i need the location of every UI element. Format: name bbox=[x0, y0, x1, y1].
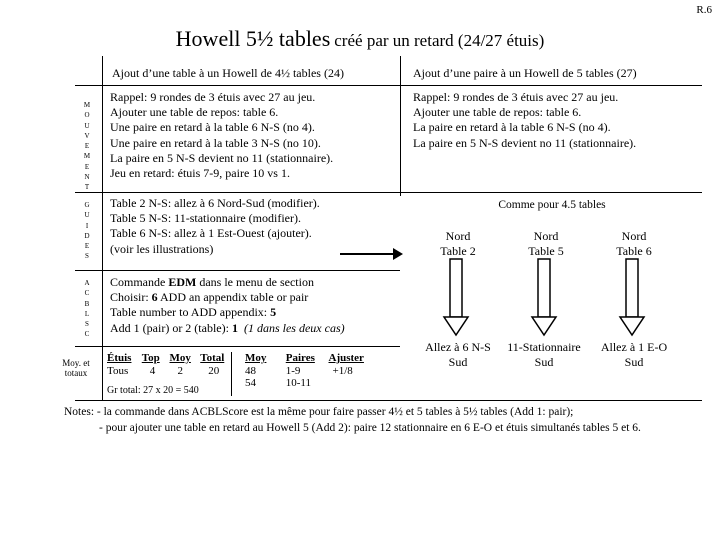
title-main: Howell 5½ tables bbox=[175, 26, 331, 51]
acblscore-text: Commande EDM dans le menu de section Choisir: 6 ADD an appendix table or pair Table number to ADD appendix: 5 Add 1 (pair) or 2 (table): 1 (1 dans les deux cas) bbox=[110, 275, 345, 335]
guides-left-text: Table 2 N-S: allez à 6 Nord-Sud (modifier). Table 5 N-S: 11-stationnaire (modifier). Table 6 N-S: allez à 1 Est-Ouest (ajouter). (voir les illustrations) bbox=[110, 196, 320, 256]
table-2-action: Allez à 6 N-S Sud bbox=[425, 340, 491, 369]
row-label-guides: G U I D E S bbox=[84, 201, 90, 261]
notes-line-1: Notes: - la commande dans ACBLScore est la même pour faire passer 4½ et 5 tables à 5½ tables (Add 1: pair); bbox=[64, 406, 574, 418]
page-number: R.6 bbox=[696, 4, 712, 16]
row-label-acblscore: A C B L S C bbox=[84, 279, 90, 339]
header-left: Ajout d’une table à un Howell de 4½ tables (24) bbox=[112, 66, 344, 80]
mouvement-right-text: Rappel: 9 rondes de 3 étuis avec 27 au jeu. Ajouter une table de repos: table 6. La paire en retard à la table 6 N-S (no 4). La paire en 5 N-S devient no 11 (stationnaire). bbox=[413, 90, 637, 150]
row-label-moyennes: Moy. et totaux bbox=[62, 358, 90, 378]
header-right: Ajout d’une paire à un Howell de 5 tables (27) bbox=[413, 66, 637, 80]
table-6-label: Nord Table 6 bbox=[616, 229, 652, 258]
arrow-to-illustrations bbox=[340, 253, 395, 255]
table-6-arrow-icon bbox=[620, 259, 644, 335]
title-sub: créé par un retard (24/27 étuis) bbox=[334, 31, 545, 50]
grid-line-under-headers bbox=[75, 85, 702, 86]
guides-right-heading: Comme pour 4.5 tables bbox=[498, 199, 606, 211]
table-5-label: Nord Table 5 bbox=[528, 229, 564, 258]
grid-vertical-left bbox=[102, 56, 103, 400]
table-6-action: Allez à 1 E-O Sud bbox=[600, 340, 668, 369]
table-5-arrow-icon bbox=[532, 259, 556, 335]
averages-separator bbox=[231, 352, 232, 396]
grid-line-bottom bbox=[75, 400, 702, 401]
notes-line-2: - pour ajouter une table en retard au Howell 5 (Add 2): paire 12 stationnaire en 6 E-O et étuis simultanés tables 5 et 6. bbox=[99, 422, 641, 434]
averages-table: Étuis Top Moy Total Tous 4 2 20 Gr total: 27 x 20 = 540 bbox=[107, 352, 225, 396]
grand-total: Gr total: 27 x 20 = 540 bbox=[107, 385, 199, 396]
adjust-table: Moy Paires Ajuster 48 1-9 +1/8 54 10-11 bbox=[245, 352, 364, 389]
grid-line-under-guides bbox=[75, 270, 400, 271]
mouvement-left-text: Rappel: 9 rondes de 3 étuis avec 27 au jeu. Ajouter une table de repos: table 6. Une paire en retard à la table 6 N-S (no 4). Une paire en retard à la table 3 N-S (no 10). La paire en 5 N-S devient no 11 (stationnaire). Jeu en retard: étuis 7-9, paire 10 vs 1. bbox=[110, 90, 334, 181]
page-title bbox=[0, 26, 720, 52]
table-5-action: 11-Stationnaire Sud bbox=[507, 340, 581, 369]
table-2-arrow-icon bbox=[444, 259, 468, 335]
grid-line-under-acblscore bbox=[75, 346, 400, 347]
grid-vertical-center bbox=[400, 56, 401, 196]
row-label-mouvement: M O U V E M E N T bbox=[83, 101, 91, 192]
table-2-label: Nord Table 2 bbox=[440, 229, 476, 258]
grid-line-under-mouvement bbox=[75, 192, 702, 193]
